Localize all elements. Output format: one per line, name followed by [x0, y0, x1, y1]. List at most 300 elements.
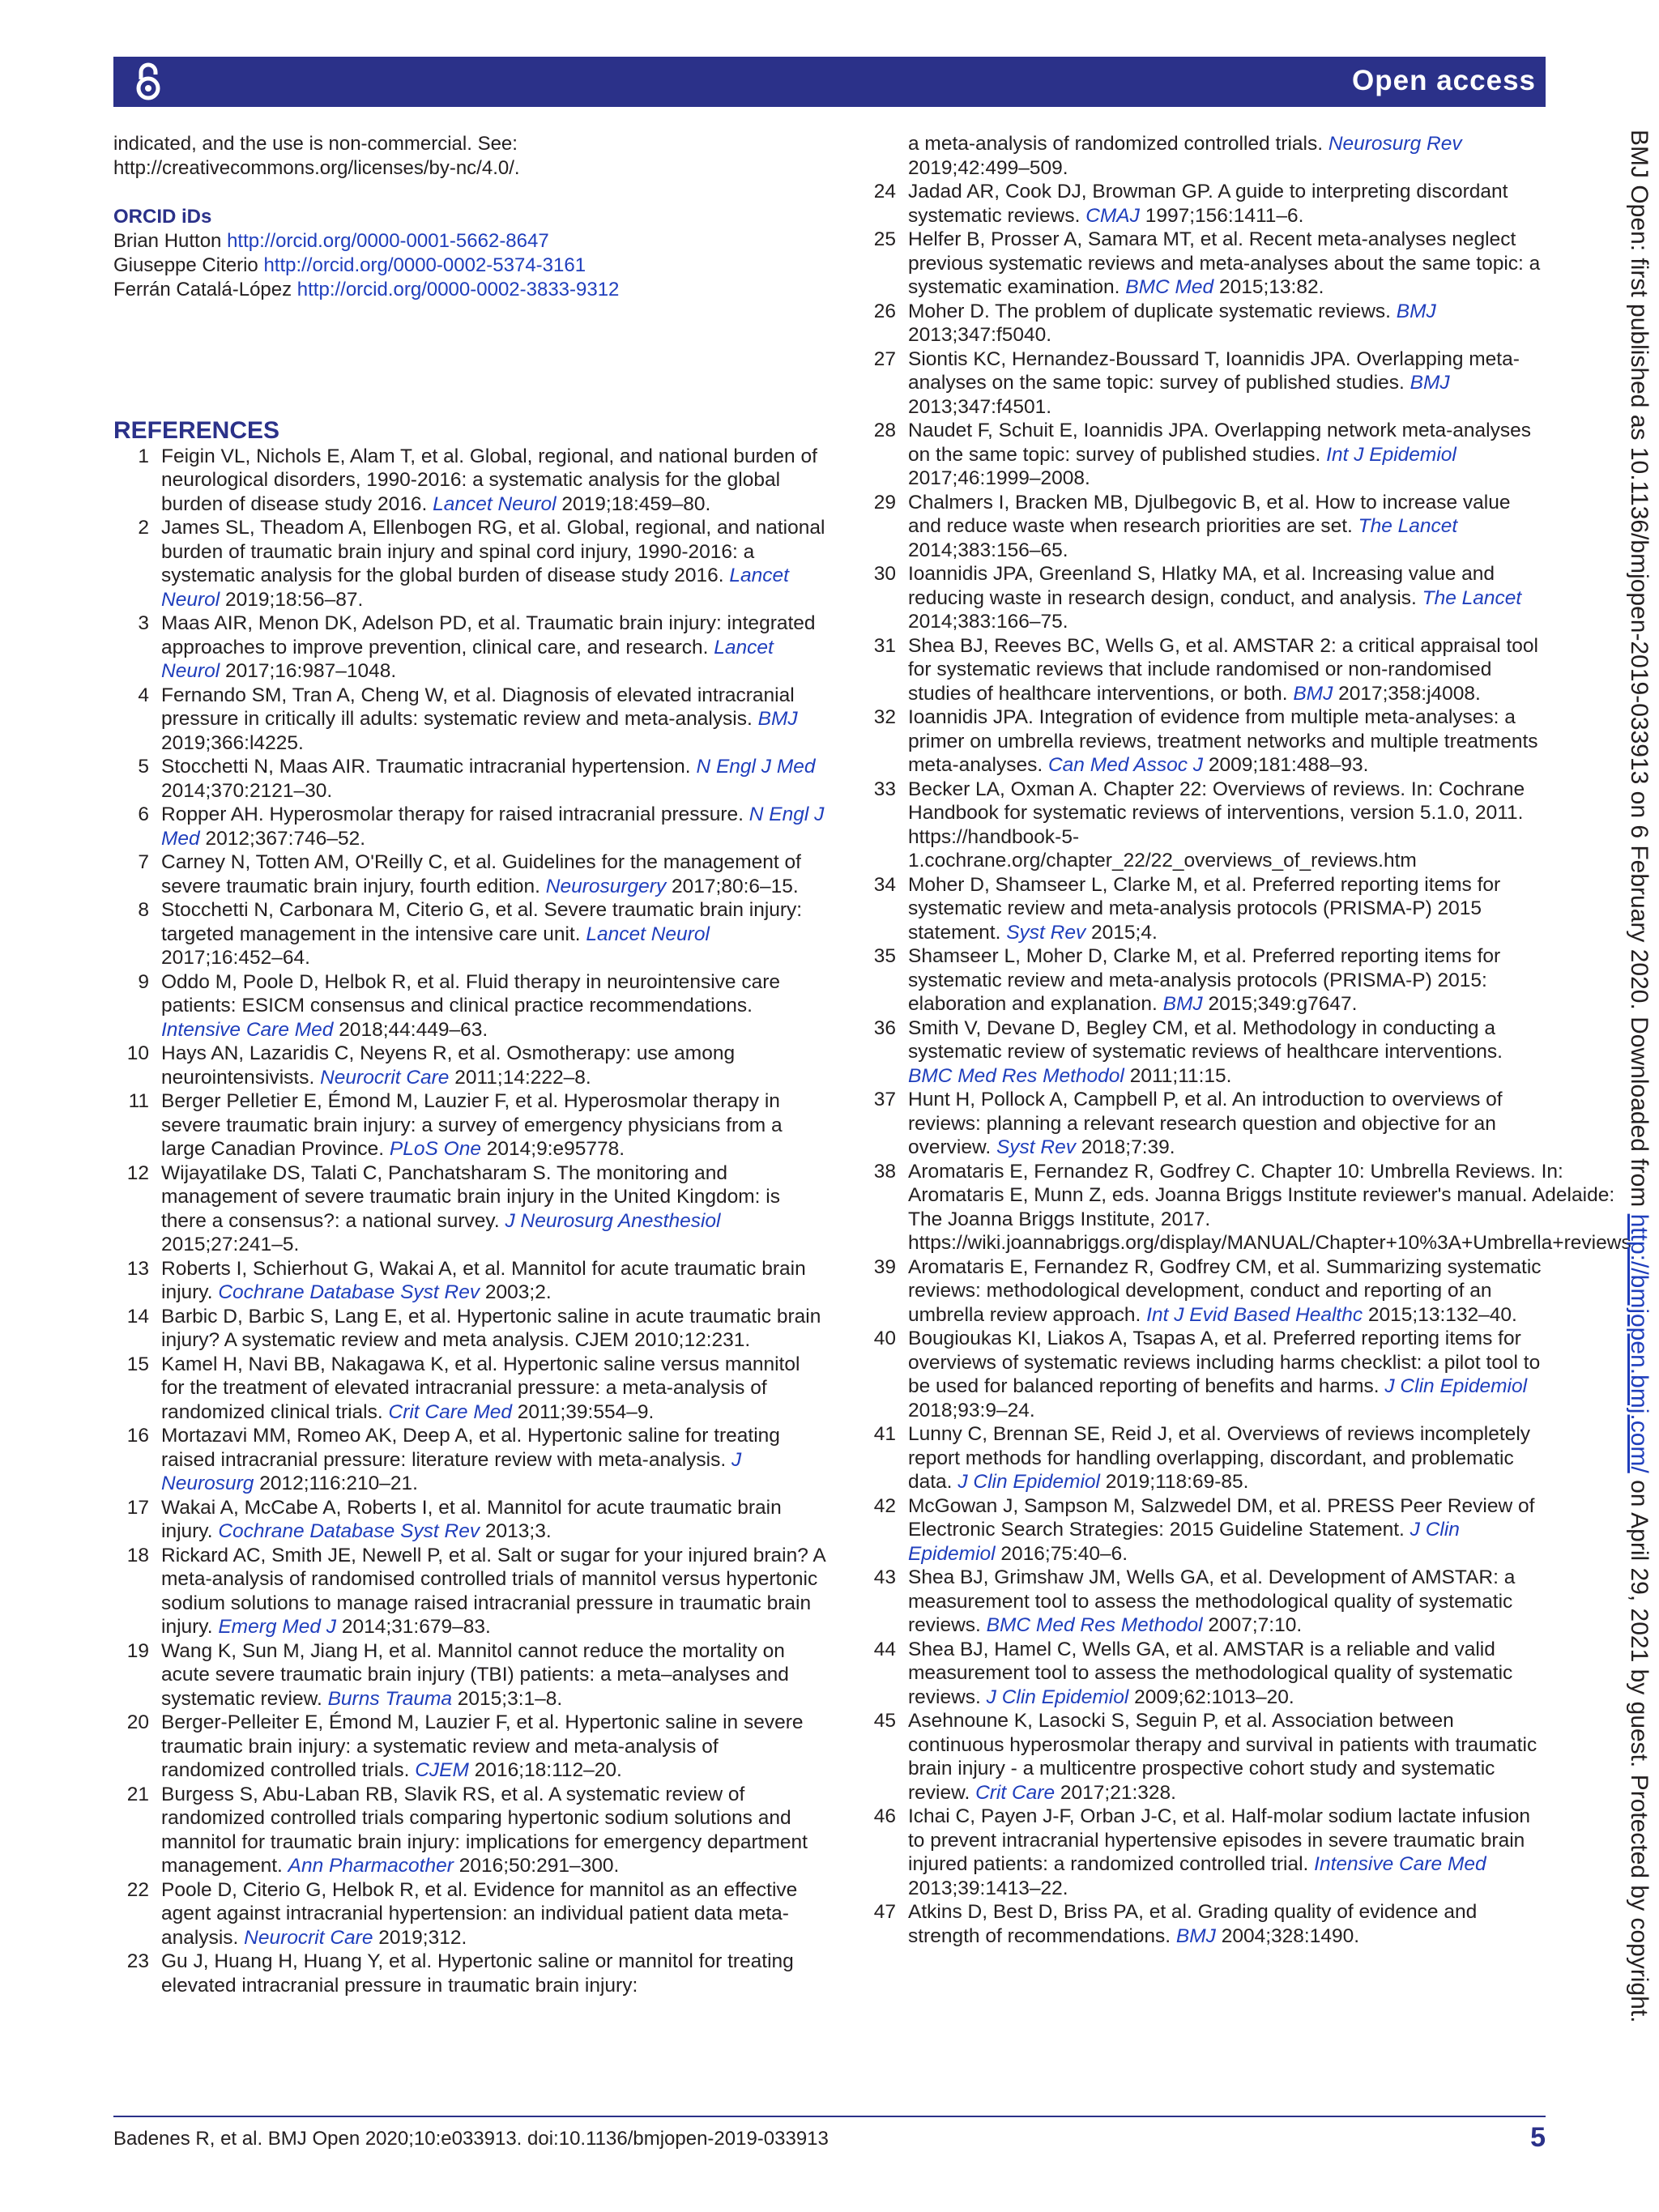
- reference-text: [161, 612, 826, 684]
- reference-text: [908, 1327, 1549, 1422]
- reference-text: [908, 944, 1549, 1016]
- reference-tail: 2019;366:l4225.: [161, 731, 304, 754]
- orcid-link[interactable]: http://orcid.org/0000-0002-3833-9312: [296, 278, 620, 300]
- reference-tail: 2016;50:291–300.: [453, 1855, 620, 1877]
- reference-body: Smith V, Devane D, Begley CM, et al. Methodology in conducting a systematic review of systematic reviews of healthcare interventions.: [908, 1016, 1503, 1063]
- reference-text: [908, 1088, 1549, 1160]
- side-download-notice: BMJ Open: first published as 10.1136/bmjopen-2019-033913 on 6 February 2020. Downloaded from http://bmjopen.bmj.com/ on April 29, 2021 by guest. Protected by copyright.: [1626, 130, 1653, 2023]
- reference-number: 43: [873, 1566, 896, 1588]
- reference-item: [860, 562, 1549, 634]
- reference-body: Bougioukas KI, Liakos A, Tsapas A, et al. Preferred reporting items for overviews of systematic reviews including harms checklist: a pilot tool to be used for balanced reporting of benefits and harms.: [908, 1328, 1541, 1397]
- reference-text: [161, 1639, 826, 1711]
- reference-text: [161, 1783, 826, 1878]
- reference-body: Stocchetti N, Maas AIR. Traumatic intracranial hypertension.: [161, 756, 697, 778]
- left-column: [113, 132, 826, 1997]
- reference-text: [161, 1089, 826, 1161]
- reference-item: [113, 1639, 826, 1711]
- reference-tail: 2009;181:488–93.: [1203, 754, 1369, 776]
- reference-body: Aromataris E, Fernandez R, Godfrey C. Chapter 10: Umbrella Reviews. In: Aromataris E, Munn Z, eds. Joanna Briggs Institute reviewer's manual. Adelaide: The Joanna Briggs Institute, 2017. https://wiki.joannabriggs.org/display/MANUAL/Chapter+10%3A+Umbrella+reviews: [908, 1160, 1631, 1254]
- reference-tail: 2019;18:459–80.: [556, 492, 711, 515]
- reference-number: 42: [873, 1494, 896, 1517]
- reference-number: 29: [873, 491, 896, 514]
- reference-number: 25: [873, 228, 896, 250]
- reference-tail: 2014;9:e95778.: [480, 1138, 625, 1160]
- reference-tail: 2013;3.: [480, 1520, 552, 1542]
- reference-text: [161, 684, 826, 756]
- reference-number: 24: [873, 181, 896, 202]
- reference-body: Hunt H, Pollock A, Campbell P, et al. An introduction to overviews of reviews: planning a relevant research question and objective for an overview.: [908, 1089, 1503, 1158]
- reference-tail: 2012;116:210–21.: [254, 1473, 418, 1494]
- journal-link[interactable]: BMC Med Res Methodol: [908, 1064, 1124, 1087]
- reference-text: [908, 228, 1549, 300]
- reference-number: 4: [138, 684, 149, 706]
- reference-tail: 2011;14:222–8.: [449, 1066, 591, 1089]
- journal-link[interactable]: J Clin Epidemiol: [908, 1519, 1460, 1565]
- journal-link[interactable]: CMAJ: [1085, 204, 1140, 227]
- reference-body: Kamel H, Navi BB, Nakagawa K, et al. Hypertonic saline versus mannitol for the treatment of elevated intracranial pressure: a meta-analysis of randomized clinical trials.: [161, 1353, 800, 1423]
- journal-link[interactable]: Neurosurgery: [545, 875, 667, 897]
- reference-text: [161, 516, 826, 612]
- reference-text: [161, 970, 826, 1042]
- journal-link[interactable]: Int J Evid Based Healthc: [1146, 1303, 1363, 1326]
- reference-body: Wang K, Sun M, Jiang H, et al. Mannitol cannot reduce the mortality on acute severe traumatic brain injury (TBI) patients: a meta–analyses and systematic review.: [161, 1639, 789, 1710]
- banner-label: Open access: [1352, 65, 1536, 96]
- journal-link[interactable]: Burns Trauma: [327, 1687, 452, 1710]
- reference-body: Roberts I, Schierhout G, Wakai A, et al. Mannitol for acute traumatic brain injury.: [161, 1257, 806, 1303]
- reference-body: Carney N, Totten AM, O'Reilly C, et al. Guidelines for the management of severe traumatic brain injury, fourth edition.: [161, 851, 801, 897]
- reference-item: [860, 778, 1549, 873]
- reference-tail: 2015;3:1–8.: [452, 1687, 563, 1710]
- journal-link[interactable]: Cochrane Database Syst Rev: [218, 1281, 480, 1303]
- reference-tail: 2013;347:f5040.: [908, 324, 1052, 346]
- reference-tail: 2015;349:g7647.: [1202, 993, 1358, 1015]
- reference-item: [113, 516, 826, 612]
- reference-body: Siontis KC, Hernandez-Boussard T, Ioannidis JPA. Overlapping meta-analyses on the same topic: survey of published studies.: [908, 347, 1520, 394]
- reference-item: [113, 1496, 826, 1544]
- reference-number: 13: [126, 1257, 149, 1280]
- reference-number: 38: [873, 1160, 896, 1183]
- reference-item: [860, 1805, 1549, 1900]
- reference-text: [908, 1422, 1549, 1494]
- reference-tail: 2019;312.: [373, 1926, 467, 1949]
- reference-body: Lunny C, Brennan SE, Reid J, et al. Overviews of reviews incompletely report methods for handling overlapping, discordant, and problematic data.: [908, 1423, 1531, 1493]
- reference-body: Mortazavi MM, Romeo AK, Deep A, et al. Hypertonic saline for treating raised intracranial pressure: literature review with meta-analysis.: [161, 1425, 780, 1471]
- reference-number: 22: [126, 1878, 149, 1901]
- orcid-link[interactable]: http://orcid.org/0000-0001-5662-8647: [227, 229, 549, 252]
- journal-link[interactable]: J Clin Epidemiol: [1384, 1375, 1528, 1397]
- reference-number: 26: [873, 300, 896, 322]
- reference-tail: 2011;39:554–9.: [511, 1400, 655, 1423]
- reference-item: [860, 1422, 1549, 1494]
- reference-body: Shea BJ, Grimshaw JM, Wells GA, et al. Development of AMSTAR: a measurement tool to assess the methodological quality of systematic reviews.: [908, 1566, 1516, 1636]
- reference-number: 18: [126, 1544, 149, 1566]
- reference-number: 8: [138, 899, 149, 921]
- reference-number: 34: [873, 873, 896, 896]
- reference-text: [161, 1161, 826, 1257]
- reference-number: 27: [873, 347, 896, 370]
- journal-link[interactable]: Ann Pharmacother: [288, 1855, 454, 1877]
- reference-body: Barbic D, Barbic S, Lang E, et al. Hypertonic saline in acute traumatic brain injury? A systematic review and meta analysis. CJEM 2010;12:231.: [161, 1305, 821, 1351]
- reference-tail: 2013;39:1413–22.: [908, 1877, 1068, 1899]
- reference-item: [860, 1160, 1631, 1255]
- journal-link[interactable]: Syst Rev: [996, 1136, 1076, 1158]
- reference-number: 14: [126, 1305, 149, 1328]
- reference-tail: 2016;18:112–20.: [468, 1759, 622, 1781]
- journal-link[interactable]: J Clin Epidemiol: [957, 1471, 1100, 1493]
- reference-body: Aromataris E, Fernandez R, Godfrey CM, et al. Summarizing systematic reviews: methodological development, conduct and reporting of an umbrella review approach.: [908, 1255, 1542, 1326]
- reference-tail: 2004;328:1490.: [1215, 1924, 1360, 1947]
- reference-text: [161, 1496, 826, 1544]
- reference-tail: 1997;156:1411–6.: [1139, 204, 1304, 227]
- reference-tail: 2017;46:1999–2008.: [908, 467, 1090, 489]
- journal-link[interactable]: Lancet Neurol: [161, 565, 789, 611]
- reference-text: [908, 1494, 1549, 1566]
- reference-body: Moher D, Shamseer L, Clarke M, et al. Preferred reporting items for systematic review and meta-analysis protocols (PRISMA-P) 2015 statement.: [908, 873, 1501, 944]
- reference-number: 41: [873, 1423, 896, 1445]
- reference-tail: 2007;7:10.: [1202, 1614, 1303, 1636]
- reference-text: [908, 1016, 1549, 1089]
- journal-link[interactable]: BMC Med: [1125, 276, 1214, 298]
- reference-text: [161, 1257, 826, 1305]
- reference-item: [113, 898, 826, 970]
- reference-tail: 2019;18:56–87.: [220, 588, 364, 611]
- reference-text: [161, 1305, 826, 1353]
- reference-text: [908, 705, 1549, 778]
- reference-number: 7: [138, 851, 149, 873]
- reference-item: [860, 1494, 1549, 1566]
- reference-item: [860, 1566, 1549, 1638]
- reference-tail: 2009;62:1013–20.: [1128, 1686, 1294, 1708]
- reference-item: [113, 1950, 826, 1997]
- reference-text: [161, 803, 826, 850]
- open-access-lock-icon: [134, 62, 162, 102]
- journal-link[interactable]: Lancet Neurol: [586, 923, 710, 945]
- reference-body: Feigin VL, Nichols E, Alam T, et al. Global, regional, and national burden of neurological disorders, 1990-2016: a systematic analysis for the global burden of disease study 2016.: [161, 445, 817, 515]
- reference-item: [860, 1327, 1549, 1422]
- reference-item: [113, 1711, 826, 1783]
- reference-number: 35: [873, 945, 896, 967]
- orcid-name: Brian Hutton: [113, 229, 228, 252]
- reference-item: [860, 1709, 1549, 1805]
- reference-number: 5: [138, 756, 149, 778]
- reference-item: [113, 612, 826, 684]
- journal-link[interactable]: Int J Epidemiol: [1326, 443, 1456, 466]
- reference-item: [113, 445, 826, 517]
- reference-text: [908, 419, 1549, 491]
- journal-link[interactable]: Neurocrit Care: [244, 1926, 373, 1949]
- reference-text: [908, 1160, 1631, 1255]
- journal-link[interactable]: PLoS One: [389, 1138, 481, 1160]
- reference-body: Ioannidis JPA, Greenland S, Hlatky MA, et al. Increasing value and reducing waste in research design, conduct, and analysis.: [908, 563, 1495, 609]
- reference-number: 9: [138, 970, 149, 993]
- reference-item: [113, 1089, 826, 1161]
- journal-link[interactable]: Lancet Neurol: [433, 492, 557, 515]
- reference-item: [860, 180, 1549, 228]
- reference-item: [113, 1257, 826, 1305]
- reference-item: [113, 755, 826, 803]
- reference-text: [161, 898, 826, 970]
- page-number: 5: [1530, 2122, 1546, 2153]
- reference-text: [161, 850, 826, 898]
- journal-link[interactable]: BMJ: [1293, 682, 1333, 705]
- reference-item: [860, 1088, 1549, 1160]
- reference-number: 31: [873, 634, 896, 657]
- reference-number: 33: [873, 778, 896, 800]
- license-text: indicated, and the use is non-commercial. See: http://creativecommons.org/licenses/by-nc/4.0/.: [113, 133, 520, 179]
- reference-text: [908, 1255, 1549, 1328]
- reference-body: Hays AN, Lazaridis C, Neyens R, et al. Osmotherapy: use among neurointensivists.: [161, 1042, 736, 1089]
- reference-body: Oddo M, Poole D, Helbok R, et al. Fluid therapy in neurointensive care patients: ESICM consensus and clinical practice recommendations.: [161, 970, 780, 1016]
- reference-number: 20: [126, 1711, 149, 1733]
- reference-body: Helfer B, Prosser A, Samara MT, et al. Recent meta-analyses neglect previous systematic reviews and meta-analyses about the same topic: a systematic examination.: [908, 228, 1541, 298]
- reference-text: [908, 562, 1549, 634]
- reference-number: 40: [873, 1328, 896, 1349]
- reference-number: 1: [138, 445, 149, 467]
- reference-text: [161, 1544, 826, 1639]
- reference-body: Becker LA, Oxman A. Chapter 22: Overviews of reviews. In: Cochrane Handbook for systematic reviews of interventions, version 5.1.0, 2011. https://handbook-5-1.cochrane.org/chapter_22/22_overviews_of_reviews.htm: [908, 778, 1525, 872]
- reference-text: [908, 873, 1549, 945]
- reference-item: [113, 1353, 826, 1425]
- reference-item: [860, 1016, 1549, 1089]
- reference-number: 11: [128, 1090, 149, 1112]
- references-list-right: [860, 180, 1631, 1948]
- reference-body: Poole D, Citerio G, Helbok R, et al. Evidence for mannitol as an effective agent against intracranial hypertension: an individual patient data meta-analysis.: [161, 1878, 798, 1949]
- reference-number: 37: [873, 1089, 896, 1110]
- reference-tail: 2014;383:166–75.: [908, 611, 1068, 633]
- reference-item: [860, 634, 1549, 706]
- reference-item: [860, 419, 1549, 491]
- orcid-name: Ferrán Catalá-López: [113, 278, 297, 300]
- journal-link[interactable]: BMJ: [1175, 1924, 1216, 1947]
- reference-body: Ioannidis JPA. Integration of evidence from multiple meta-analyses: a primer on umbrella reviews, treatment networks and multiple treatments meta-analyses.: [908, 706, 1538, 776]
- reference-item: [113, 850, 826, 898]
- journal-link[interactable]: J Neurosurg Anesthesiol: [505, 1209, 721, 1232]
- journal-link[interactable]: Neurocrit Care: [320, 1066, 450, 1089]
- reference-body: Gu J, Huang H, Huang Y, et al. Hypertonic saline or mannitol for treating elevated intracranial pressure in traumatic brain injury:: [161, 1950, 794, 1997]
- reference-number: 30: [873, 563, 896, 585]
- reference-text: [908, 1566, 1549, 1638]
- reference-tail: 2011;11:15.: [1124, 1064, 1232, 1087]
- reference-body: Naudet F, Schuit E, Ioannidis JPA. Overlapping network meta-analyses on the same topic: survey of published studies.: [908, 420, 1531, 466]
- reference-item: [113, 1783, 826, 1878]
- orcid-heading: ORCID iDs: [113, 206, 212, 228]
- reference-text: [161, 755, 826, 803]
- reference-text: [908, 1900, 1549, 1948]
- journal-link[interactable]: Intensive Care Med: [161, 1018, 334, 1041]
- reference-number: 19: [126, 1639, 149, 1662]
- reference-number: 47: [873, 1901, 896, 1923]
- reference-number: 15: [126, 1353, 149, 1375]
- reference-body: Wijayatilake DS, Talati C, Panchatsharam S. The monitoring and management of severe traumatic brain injury in the United Kingdom: is there a consensus?: a national survey.: [161, 1161, 780, 1232]
- reference-number: 46: [873, 1805, 896, 1827]
- reference-tail: 2018;7:39.: [1075, 1136, 1175, 1158]
- reference-item: [860, 228, 1549, 300]
- reference-body: Berger Pelletier E, Émond M, Lauzier F, et al. Hyperosmolar therapy in severe traumatic brain injury: a survey of emergency physicians from a large Canadian Province.: [161, 1090, 783, 1160]
- reference-tail: 2014;370:2121–30.: [161, 779, 333, 802]
- reference-text: [161, 1878, 826, 1950]
- journal-link[interactable]: Neurosurg Rev: [1328, 133, 1462, 155]
- orcid-entry: [113, 278, 826, 302]
- reference-item: [860, 300, 1549, 347]
- reference-number: 6: [138, 803, 149, 825]
- reference-number: 16: [126, 1425, 149, 1447]
- orcid-link[interactable]: http://orcid.org/0000-0002-5374-3161: [263, 254, 586, 276]
- reference-number: 45: [873, 1710, 896, 1732]
- reference-tail: 2003;2.: [480, 1281, 552, 1303]
- journal-link[interactable]: Crit Care: [975, 1781, 1056, 1804]
- reference-text: [908, 180, 1549, 228]
- reference-body: Atkins D, Best D, Briss PA, et al. Grading quality of evidence and strength of recommendations.: [908, 1901, 1478, 1947]
- reference-text: [908, 634, 1549, 706]
- journal-link[interactable]: J Neurosurg: [161, 1448, 742, 1494]
- reference-item: [860, 1638, 1549, 1710]
- orcid-entry: [113, 254, 826, 278]
- references-list-left: [113, 445, 826, 1998]
- reference-tail: 2015;27:241–5.: [161, 1234, 300, 1255]
- reference-tail: 2017;358:j4008.: [1333, 682, 1481, 705]
- right-column: [860, 132, 1631, 1948]
- reference-body: Asehnoune K, Lasocki S, Seguin P, et al. Association between continuous hyperosmolar therapy and survival in patients with traumatic brain injury - a multicentre prospective cohort study and systematic review.: [908, 1710, 1537, 1804]
- reference-text: [161, 445, 826, 517]
- reference-item: [113, 1544, 826, 1639]
- journal-link[interactable]: The Lancet: [1422, 586, 1522, 609]
- reference-number: 23: [126, 1950, 149, 1972]
- reference-text: [908, 1709, 1549, 1805]
- reference-tail: 2017;80:6–15.: [666, 875, 799, 897]
- journal-link[interactable]: The Lancet: [1358, 515, 1458, 537]
- reference-text: [908, 491, 1549, 563]
- reference-body: Burgess S, Abu-Laban RB, Slavik RS, et al. A systematic review of randomized controlled trials comparing hypertonic sodium solutions and mannitol for traumatic brain injury: implications for emergency department management.: [161, 1783, 808, 1877]
- reference-text: [908, 1805, 1549, 1900]
- journal-link[interactable]: CJEM: [415, 1759, 469, 1781]
- reference-number: 39: [873, 1255, 896, 1278]
- reference-item: [113, 1424, 826, 1496]
- reference-text: [161, 1424, 826, 1496]
- reference-tail: 2016;75:40–6.: [995, 1542, 1128, 1565]
- reference-text: [161, 1042, 826, 1089]
- journal-link[interactable]: N Engl J Med: [161, 803, 825, 850]
- reference-item: [860, 944, 1549, 1016]
- reference-body: Wakai A, McCabe A, Roberts I, et al. Mannitol for acute traumatic brain injury.: [161, 1496, 782, 1542]
- reference-tail: 2014;31:679–83.: [336, 1616, 491, 1638]
- journal-link[interactable]: Emerg Med J: [218, 1616, 337, 1638]
- journal-link[interactable]: BMJ: [1396, 300, 1436, 322]
- reference-tail: 2018;44:449–63.: [333, 1018, 488, 1041]
- bmjopen-link[interactable]: http://bmjopen.bmj.com/: [1626, 1213, 1653, 1473]
- reference-number: 36: [873, 1016, 896, 1039]
- reference-tail: 2014;383:156–65.: [908, 539, 1068, 561]
- reference-tail: 2018;93:9–24.: [908, 1399, 1035, 1421]
- journal-link[interactable]: N Engl J Med: [696, 756, 816, 778]
- reference-text: [161, 1950, 826, 1997]
- journal-link[interactable]: BMJ: [1162, 993, 1203, 1015]
- reference-number: 12: [126, 1161, 149, 1184]
- reference-body: Shea BJ, Hamel C, Wells GA, et al. AMSTAR is a reliable and valid measurement tool to assess the methodological quality of systematic reviews.: [908, 1638, 1513, 1708]
- reference-body: Shamseer L, Moher D, Clarke M, et al. Preferred reporting items for systematic review and meta-analysis protocols (PRISMA-P) 2015: elaboration and explanation.: [908, 945, 1501, 1015]
- reference-body: Chalmers I, Bracken MB, Djulbegovic B, et al. How to increase value and reduce waste when research priorities are set.: [908, 491, 1511, 537]
- reference-number: 32: [873, 706, 896, 728]
- reference-number: 3: [138, 612, 149, 634]
- reference-body: Ichai C, Payen J-F, Orban J-C, et al. Half-molar sodium lactate infusion to prevent intracranial hypertensive episodes in severe traumatic brain injured patients: a randomized controlled trial.: [908, 1805, 1530, 1875]
- reference-tail: 2012;367:746–52.: [199, 827, 366, 850]
- reference-item: [860, 705, 1549, 778]
- reference-text: [161, 1353, 826, 1425]
- orcid-entry: [113, 229, 826, 254]
- reference-text: [908, 300, 1549, 347]
- journal-link[interactable]: Cochrane Database Syst Rev: [218, 1520, 480, 1542]
- reference-body: Stocchetti N, Carbonara M, Citerio G, et al. Severe traumatic brain injury: targeted management in the intensive care unit.: [161, 899, 803, 945]
- journal-link[interactable]: Lancet Neurol: [161, 636, 774, 682]
- reference-item: [113, 1305, 826, 1353]
- reference-body: Jadad AR, Cook DJ, Browman GP. A guide to interpreting discordant systematic reviews.: [908, 181, 1508, 227]
- footer-rule: [113, 2116, 1546, 2117]
- reference-item: [860, 873, 1549, 945]
- journal-link[interactable]: BMJ: [757, 708, 798, 730]
- reference-body: Shea BJ, Reeves BC, Wells G, et al. AMSTAR 2: a critical appraisal tool for systematic reviews that include randomised or non-randomised studies of healthcare interventions, or both.: [908, 634, 1538, 705]
- journal-link[interactable]: J Clin Epidemiol: [986, 1686, 1129, 1708]
- journal-link[interactable]: Can Med Assoc J: [1047, 754, 1204, 776]
- journal-link[interactable]: Intensive Care Med: [1314, 1853, 1486, 1875]
- reference-tail: 2015;13:82.: [1213, 276, 1324, 298]
- reference-item: [113, 803, 826, 850]
- journal-link[interactable]: BMC Med Res Methodol: [986, 1614, 1203, 1636]
- reference-item: [113, 1042, 826, 1089]
- reference-number: 21: [126, 1783, 149, 1805]
- reference-number: 44: [873, 1638, 896, 1660]
- reference-body: Fernando SM, Tran A, Cheng W, et al. Diagnosis of elevated intracranial pressure in critically ill adults: systematic review and meta-analysis.: [161, 684, 795, 730]
- reference-body: Rickard AC, Smith JE, Newell P, et al. Salt or sugar for your injured brain? A meta-analysis of randomised controlled trials of mannitol versus hypertonic sodium solutions to manage raised intracranial pressure in traumatic brain injury.: [161, 1544, 825, 1638]
- references-heading: REFERENCES: [113, 416, 280, 444]
- journal-link[interactable]: BMJ: [1410, 372, 1450, 394]
- reference-tail: 2017;16:452–64.: [161, 947, 310, 969]
- reference-number: 28: [873, 420, 896, 441]
- reference-number: 17: [126, 1496, 149, 1519]
- orcid-list: [113, 229, 826, 302]
- reference-tail: 2015;13:132–40.: [1363, 1303, 1517, 1326]
- reference-number: 2: [138, 517, 149, 539]
- reference-item: [113, 1161, 826, 1257]
- reference-body: Ropper AH. Hyperosmolar therapy for raised intracranial pressure.: [161, 803, 749, 825]
- ref-23-continuation: a meta-analysis of randomized controlled trials. Neurosurg Rev 2019;42:499–509.: [908, 133, 1462, 179]
- orcid-name: Giuseppe Citerio: [113, 254, 264, 276]
- journal-link[interactable]: Syst Rev: [1006, 921, 1086, 944]
- reference-tail: 2017;16:987–1048.: [220, 660, 397, 682]
- reference-tail: 2017;21:328.: [1055, 1781, 1176, 1804]
- reference-item: [113, 684, 826, 756]
- reference-body: McGowan J, Sampson M, Salzwedel DM, et al. PRESS Peer Review of Electronic Search Strategies: 2015 Guideline Statement.: [908, 1494, 1535, 1541]
- journal-link[interactable]: Crit Care Med: [388, 1400, 512, 1423]
- reference-text: [908, 778, 1549, 873]
- reference-tail: 2015;4.: [1085, 921, 1158, 944]
- reference-text: [908, 347, 1549, 420]
- reference-body: Berger-Pelleiter E, Émond M, Lauzier F, et al. Hypertonic saline in severe traumatic brain injury: a systematic review and meta-analysis of randomized controlled trials.: [161, 1711, 804, 1781]
- reference-item: [860, 491, 1549, 563]
- reference-text: [908, 1638, 1549, 1710]
- reference-tail: 2013;347:f4501.: [908, 395, 1052, 418]
- open-access-banner: [113, 57, 1546, 107]
- reference-item: [860, 1255, 1549, 1328]
- reference-item: [860, 347, 1549, 420]
- reference-item: [860, 1900, 1549, 1948]
- reference-body: Maas AIR, Menon DK, Adelson PD, et al. Traumatic brain injury: integrated approaches to improve prevention, clinical care, and research.: [161, 612, 816, 658]
- reference-item: [113, 970, 826, 1042]
- reference-body: Moher D. The problem of duplicate systematic reviews.: [908, 300, 1397, 322]
- reference-text: [161, 1711, 826, 1783]
- reference-number: 10: [126, 1042, 149, 1064]
- footer-citation: Badenes R, et al. BMJ Open 2020;10:e033913. doi:10.1136/bmjopen-2019-033913: [113, 2128, 829, 2150]
- reference-tail: 2019;118:69-85.: [1099, 1471, 1249, 1493]
- reference-item: [113, 1878, 826, 1950]
